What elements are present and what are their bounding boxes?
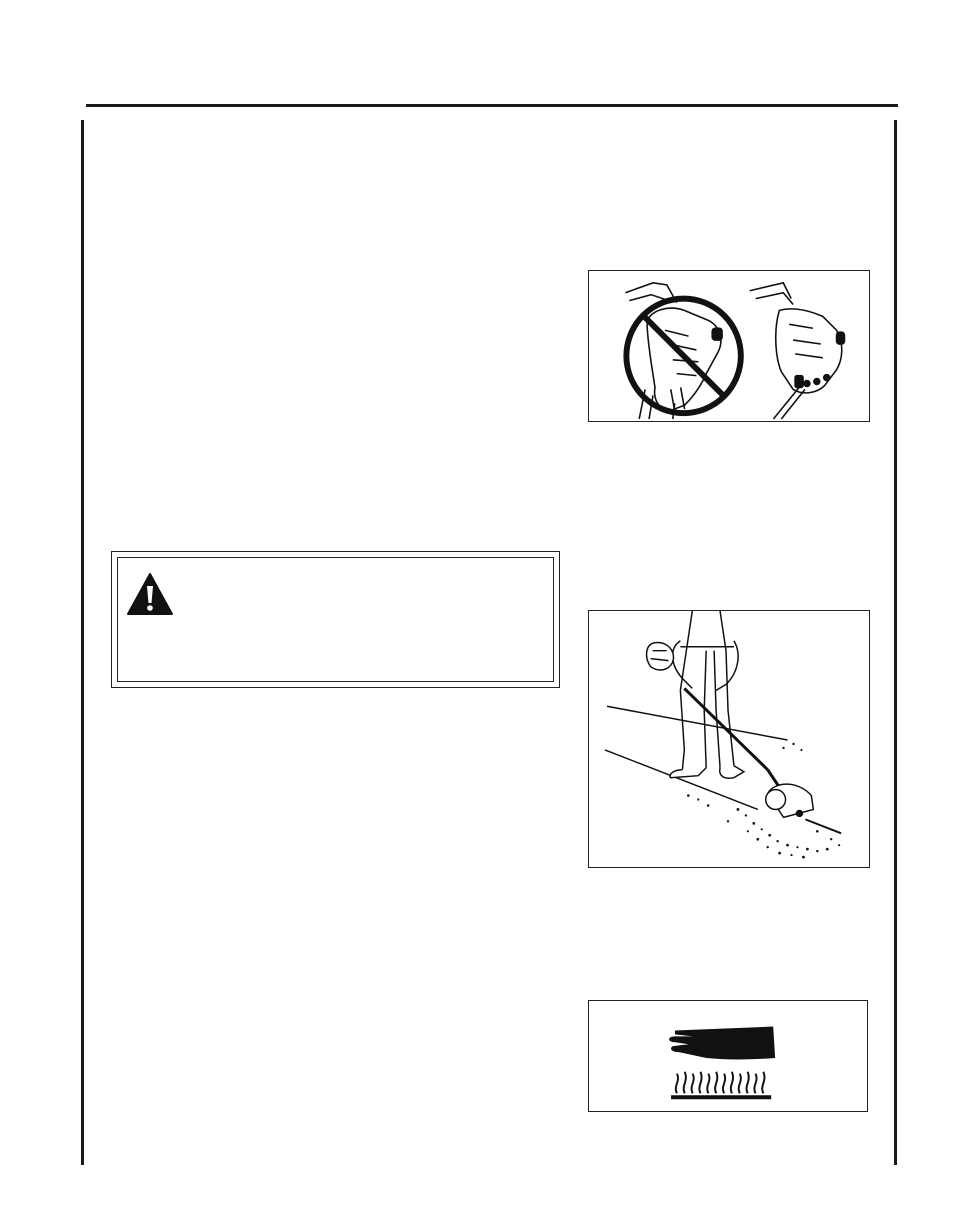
hot-surface-hand-icon: [589, 1001, 867, 1111]
page-top-rule: [86, 104, 898, 107]
debris-stipple: [687, 743, 840, 859]
edger-operator-figure: [588, 610, 870, 868]
glove-grip-figure: [588, 270, 870, 422]
glove-grip-illustration: [589, 271, 869, 421]
page-left-border: [81, 120, 84, 1165]
edger-operator-illustration: [589, 611, 869, 867]
warning-box-inner: [117, 557, 554, 682]
gloved-hand-correct-icon: [750, 283, 845, 419]
warning-box: [111, 551, 560, 688]
page-right-border: [894, 120, 897, 1165]
hot-surface-figure: [588, 1000, 868, 1112]
warning-triangle-icon: [126, 572, 174, 616]
heat-waves: [676, 1072, 765, 1094]
